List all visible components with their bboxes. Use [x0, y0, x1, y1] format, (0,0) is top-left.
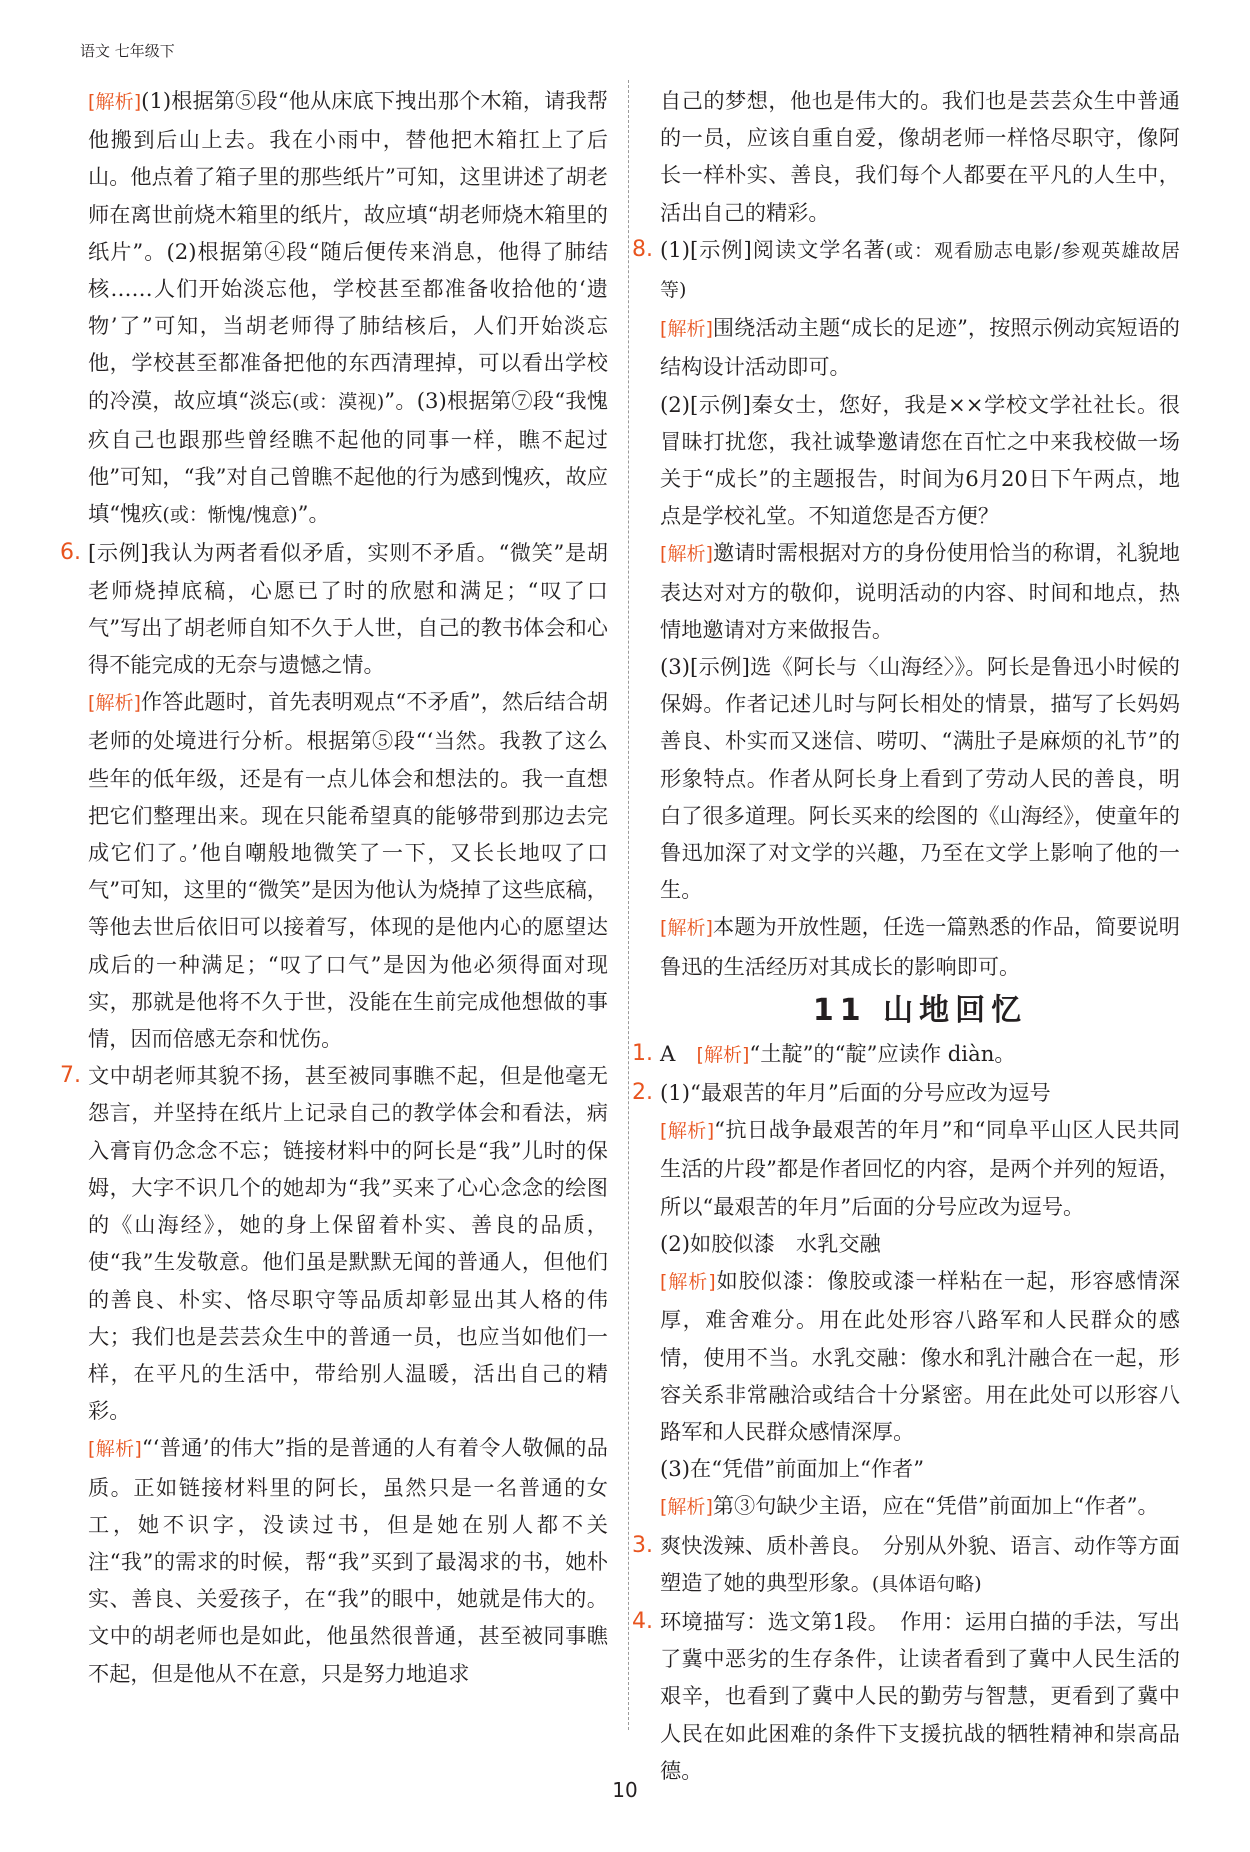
analysis-text: “抗日战争最艰苦的年月”和“同阜平山区人民共同生活的片段”都是作者回忆的内容，是两个并列的短语，所以“最艰苦的年月”后面的分号应改为逗号。: [660, 1117, 1180, 1219]
question-number: 7.: [60, 1063, 81, 1089]
analysis-text-3: ”。: [297, 501, 330, 527]
lesson-question-4: [632, 1603, 1180, 1789]
question-8-analysis-1: [660, 309, 1180, 385]
question-number: 1.: [632, 1040, 653, 1066]
page-number: 10: [612, 1778, 638, 1802]
question-7-answer: [60, 1057, 608, 1429]
analysis-tag: [ 解析 ]: [660, 1120, 714, 1142]
lesson-question-2-analysis-2: [660, 1262, 1180, 1450]
question-6-answer: [60, 534, 608, 683]
question-8-answer-3: (3)[示例]选《阿长与〈山海经〉》。阿长是鲁迅小时候的保姆。作者记述儿时与阿长相处的情景，描写了长妈妈善良、朴实而又迷信、唠叨、“满肚子是麻烦的礼节”的形象特点。作者从阿长身上看到了劳动人民的善良，明白了很多道理。阿长买来的绘图的《山海经》，使童年的鲁迅加深了对文学的兴趣，乃至在文学上影响了他的一生。: [660, 654, 1180, 903]
lesson-question-2-answer-1: [632, 1074, 1180, 1111]
answer-text: 爽快泼辣、质朴善良。 分别从外貌、语言、动作等方面塑造了她的典型形象。: [660, 1532, 1180, 1595]
answer-text: [示例]我认为两者看似矛盾，实则不矛盾。“微笑”是胡老师烧掉底稿，心愿已了时的欣慰和满足；“叹了口气”写出了胡老师自知不久于人世，自己的教书体会和心得不能完成的无奈与遗憾之情。: [88, 540, 608, 678]
question-number: 8.: [632, 236, 653, 262]
analysis-text: 第③句缺少主语，应在“凭借”前面加上“作者”。: [712, 1493, 1159, 1519]
analysis-text: 围绕活动主题“成长的足迹”，按照示例动宾短语的结构设计活动即可。: [660, 315, 1180, 380]
analysis-text: 本题为开放性题，任选一篇熟悉的作品，简要说明鲁迅的生活经历对其成长的影响即可。: [660, 914, 1180, 979]
question-8-analysis-3: [660, 908, 1180, 984]
analysis-text: (1)根据第⑤段“他从床底下拽出那个木箱，请我帮他搬到后山上去。我在小雨中，替他把木箱扛上了后山。他点着了箱子里的那些纸片”可知，这里讲述了胡老师在离世前烧木箱里的纸片，故应填“胡老师烧木箱里的纸片”。(2)根据第④段“随后便传来消息，他得了肺结核……人们开始淡忘他，学校甚至都准备收拾他的‘遗物’了”可知，当胡老师得了肺结核后，人们开始淡忘他，学校甚至都准备把他的东西清理掉，可以看出学校的冷漠，故应填“淡忘: [88, 88, 608, 413]
analysis-q5: [88, 82, 608, 534]
lesson-question-2-answer-2: (2)如胶似漆 水乳交融: [660, 1230, 881, 1256]
analysis-tag: [ 解析 ]: [660, 318, 713, 340]
analysis-tag: [ 解析 ]: [660, 543, 713, 565]
answer-text: (1)[示例]阅读文学名著: [660, 236, 886, 262]
analysis-tag: [ 解析 ]: [88, 1438, 142, 1460]
right-column: [632, 82, 1180, 1789]
question-7-analysis: [88, 1429, 608, 1691]
question-number: 2.: [632, 1080, 653, 1106]
page-header: 语文 七年级下: [80, 42, 175, 60]
answer-note: (或：观看励志电影/参观英雄故居等): [660, 239, 1180, 302]
lesson-question-2-analysis-1: [660, 1111, 1180, 1225]
analysis-text: “土靛”的“靛”应读作 diàn。: [749, 1040, 1016, 1066]
analysis-text: 邀请时需根据对方的身份使用恰当的称谓，礼貌地表达对对方的敬仰，说明活动的内容、时间和地点，热情地邀请对方来做报告。: [660, 540, 1180, 642]
lesson-title: 11 山地回忆: [812, 992, 1028, 1028]
question-number: 3.: [632, 1532, 653, 1558]
analysis-text-2: ”。(3)根据第⑦段“我愧疚自己也跟那些曾经瞧不起他的同事一样，瞧不起过他”可知，“我”对自己曾瞧不起他的行为感到愧疚，故应填“愧疚: [88, 387, 608, 527]
answer-text: A: [660, 1040, 676, 1066]
question-6-analysis: [88, 683, 608, 1057]
lesson-question-2-analysis-3: [660, 1487, 1180, 1526]
analysis-tag: [ 解析 ]: [660, 917, 713, 939]
continued-analysis: 自己的梦想，他也是伟大的。我们也是芸芸众生中普通的一员，应该自重自爱，像胡老师一样恪尽职守，像阿长一样朴实、善良，我们每个人都要在平凡的人生中，活出自己的精彩。: [660, 88, 1180, 225]
question-8-answer-1: [632, 231, 1180, 309]
answer-text: (1)“最艰苦的年月”后面的分号应改为逗号: [660, 1080, 1051, 1106]
analysis-note: (或：漠视): [292, 390, 385, 413]
analysis-tag: [ 解析 ]: [88, 91, 141, 113]
analysis-tag: [ 解析 ]: [697, 1044, 750, 1066]
analysis-tag: [ 解析 ]: [660, 1496, 713, 1518]
lesson-question-1: [632, 1035, 1180, 1074]
answer-text: 环境描写：选文第1段。 作用：运用白描的手法，写出了冀中恶劣的生存条件，让读者看到了冀中人民生活的艰辛，也看到了冀中人民的勤劳与智慧，更看到了冀中人民在如此困难的条件下支援抗战的牺牲精神和崇高品德。: [660, 1608, 1180, 1783]
lesson-question-2-answer-3: (3)在“凭借”前面加上“作者”: [660, 1456, 925, 1482]
answer-note: (具体语句略): [871, 1572, 982, 1595]
question-8-answer-2: (2)[示例]秦女士，您好，我是××学校文学社社长。很冒昧打扰您，我社诚挚邀请您在百忙之中来我校做一场关于“成长”的主题报告，时间为6月20日下午两点，地点是学校礼堂。不知道您是否方便？: [660, 391, 1180, 529]
analysis-text: “‘普通’的伟大”指的是普通的人有着令人敬佩的品质。正如链接材料里的阿长，虽然只是一名普通的女工，她不识字，没读过书，但是她在别人都不关注“我”的需求的时候，帮“我”买到了最渴求的书，她朴实、善良、关爱孩子，在“我”的眼中，她就是伟大的。文中的胡老师也是如此，他虽然很普通，甚至被同事瞧不起，但是他从不在意，只是努力地追求: [88, 1435, 608, 1686]
question-8-analysis-2: [660, 534, 1180, 648]
analysis-note-2: (或：惭愧/愧意): [162, 504, 298, 527]
question-number: 6.: [60, 540, 81, 566]
question-number: 4.: [632, 1608, 653, 1634]
column-divider: [628, 80, 629, 1730]
analysis-text: 作答此题时，首先表明观点“不矛盾”，然后结合胡老师的处境进行分析。根据第⑤段“‘当然。我教了这么些年的低年级，还是有一点儿体会和想法的。我一直想把它们整理出来。现在只能希望真的能够带到那边去完成它们了。’他自嘲般地微笑了一下，又长长地叹了口气”可知，这里的“微笑”是因为他认为烧掉了这些底稿，等他去世后依旧可以接着写，体现的是他内心的愿望达成后的一种满足；“叹了口气”是因为他必须得面对现实，那就是他将不久于世，没能在生前完成他想做的事情，因而倍感无奈和忧伤。: [88, 689, 608, 1052]
left-column: [60, 82, 608, 1692]
analysis-tag: [ 解析 ]: [88, 692, 141, 714]
answer-text: 文中胡老师其貌不扬，甚至被同事瞧不起，但是他毫无怨言，并坚持在纸片上记录自己的教学体会和看法，病入膏肓仍念念不忘；链接材料中的阿长是“我”儿时的保姆，大字不识几个的她却为“我”买来了心心念念的绘图的《山海经》，她的身上保留着朴实、善良的品质，使“我”生发敬意。他们虽是默默无闻的普通人，但他们的善良、朴实、恪尽职守等品质却彰显出其人格的伟大；我们也是芸芸众生中的普通一员，也应当如他们一样，在平凡的生活中，带给别人温暖，活出自己的精彩。: [88, 1063, 608, 1424]
analysis-tag: [ 解析 ]: [660, 1271, 716, 1293]
analysis-text: 如胶似漆：像胶或漆一样粘在一起，形容感情深厚，难舍难分。用在此处形容八路军和人民群众的感情，使用不当。水乳交融：像水和乳汁融合在一起，形容关系非常融洽或结合十分紧密。用在此处可以形容八路军和人民群众感情深厚。: [660, 1268, 1180, 1444]
lesson-question-3: [632, 1527, 1180, 1603]
